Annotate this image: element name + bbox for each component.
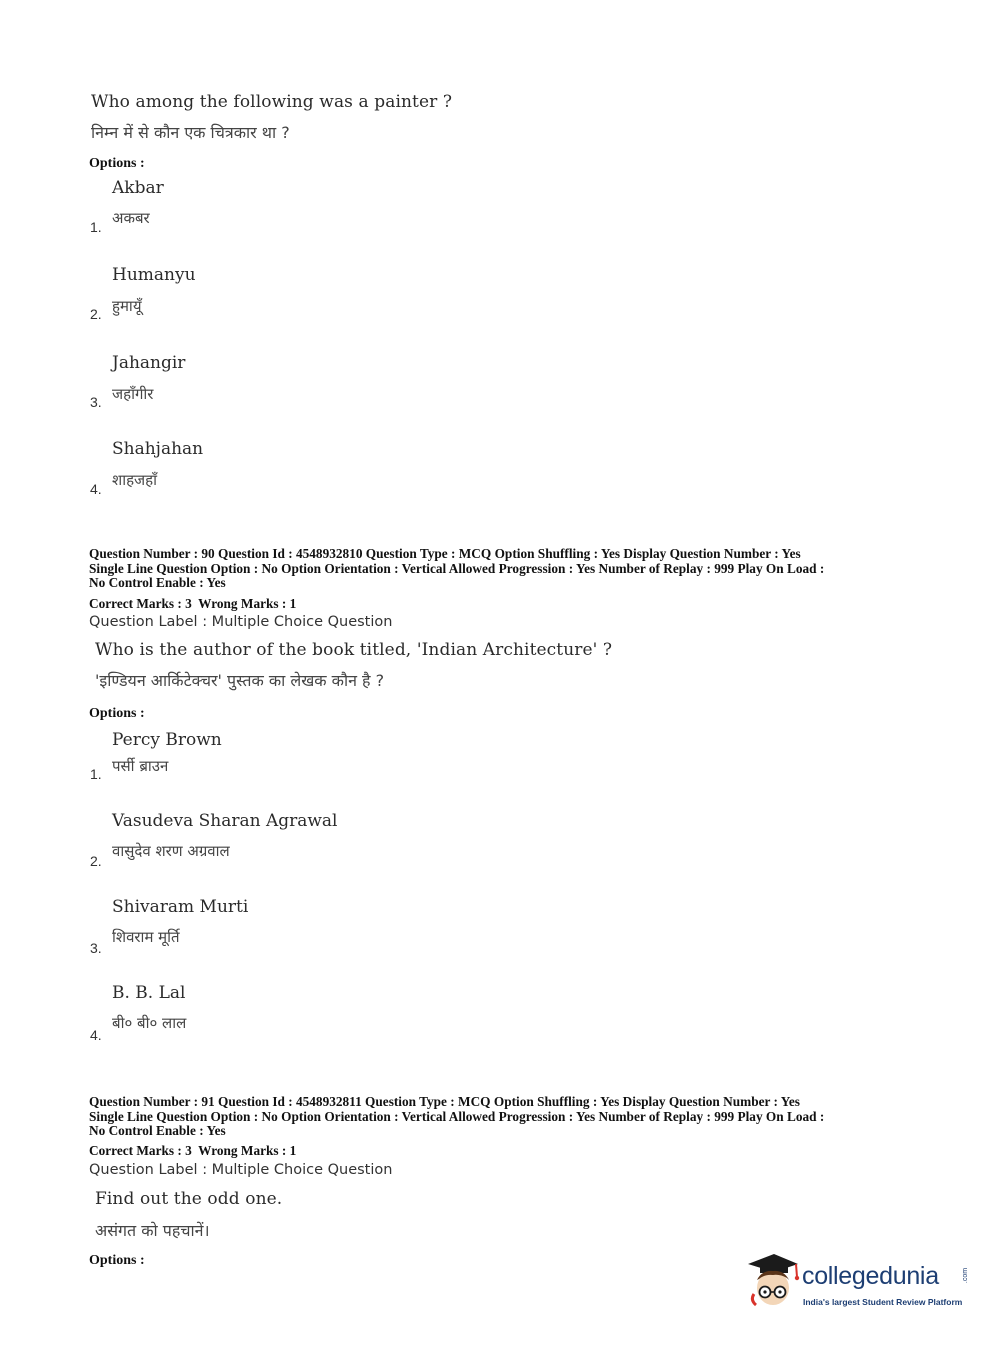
q90-metadata [89,547,919,591]
q90-options-label: Options : [89,706,145,721]
q89-option-4-english: Shahjahan [112,439,204,459]
q90-question-hindi: 'इण्डियन आर्किटेक्चर' पुस्तक का लेखक कौन है ? [95,671,385,690]
collegedunia-logo [740,1250,975,1320]
q89-option-2-number: 2. [90,306,102,322]
q91-marks: Correct Marks : 3 Wrong Marks : 1 [89,1143,297,1158]
q89-option-4-number: 4. [90,481,102,497]
q90-question-english: Who is the author of the book titled, 'Indian Architecture' ? [95,640,613,660]
q91-question-label: Question Label : Multiple Choice Question [89,1162,393,1178]
q89-option-1-hindi: अकबर [112,209,150,227]
q90-meta-line-2: Single Line Question Option : No Option Orientation : Vertical Allowed Progression : Yes Number of Replay : 999 Play On Load : [89,560,825,576]
q89-option-3-number: 3. [90,394,102,410]
q90-option-2-hindi: वासुदेव शरण अग्रवाल [112,842,230,860]
q90-option-3-number: 3. [90,940,102,956]
logo-wordmark: collegedunia [802,1262,939,1290]
q91-question-hindi: असंगत को पहचानें। [95,1221,210,1240]
q90-option-4-hindi: बी० बी० लाल [112,1014,187,1032]
q89-question-hindi: निम्न में से कौन एक चित्रकार था ? [91,123,290,142]
q91-question-english: Find out the odd one. [95,1189,283,1209]
q91-meta-line-2: Single Line Question Option : No Option Orientation : Vertical Allowed Progression : Yes Number of Replay : 999 Play On Load : [89,1108,825,1124]
q90-meta-line-1: Question Number : 90 Question Id : 4548932810 Question Type : MCQ Option Shuffling : Yes Display Question Number : Yes [89,546,801,561]
q90-option-1-english: Percy Brown [112,730,222,750]
q90-option-1-hindi: पर्सी ब्राउन [112,757,169,775]
q90-option-3-hindi: शिवराम मूर्ति [112,928,180,946]
q89-option-3-english: Jahangir [112,353,186,373]
q89-option-3-hindi: जहाँगीर [112,385,154,403]
mascot-icon [740,1250,802,1312]
q89-options-label: Options : [89,156,145,171]
q90-option-4-number: 4. [90,1027,102,1043]
q91-options-label: Options : [89,1253,145,1268]
q89-option-1-number: 1. [90,219,102,235]
q91-metadata [89,1095,919,1139]
q90-option-1-number: 1. [90,766,102,782]
q90-marks: Correct Marks : 3 Wrong Marks : 1 [89,596,297,611]
q89-option-2-hindi: हुमायूँ [112,297,142,315]
q90-meta-line-3: No Control Enable : Yes [89,575,226,591]
q91-meta-line-1: Question Number : 91 Question Id : 4548932811 Question Type : MCQ Option Shuffling : Yes Display Question Number : Yes [89,1094,800,1109]
q90-question-label: Question Label : Multiple Choice Question [89,614,393,630]
logo-domain-suffix: .com [962,1267,970,1284]
q90-option-3-english: Shivaram Murti [112,897,249,917]
q89-option-1-english: Akbar [112,178,164,198]
q90-option-4-english: B. B. Lal [112,983,186,1003]
q90-option-2-number: 2. [90,853,102,869]
q90-option-2-english: Vasudeva Sharan Agrawal [112,811,338,831]
q89-option-4-hindi: शाहजहाँ [112,471,158,489]
q91-meta-line-3: No Control Enable : Yes [89,1123,226,1139]
logo-tagline: India's largest Student Review Platform [803,1297,963,1307]
q89-question-english: Who among the following was a painter ? [91,92,453,112]
q89-option-2-english: Humanyu [112,265,196,285]
